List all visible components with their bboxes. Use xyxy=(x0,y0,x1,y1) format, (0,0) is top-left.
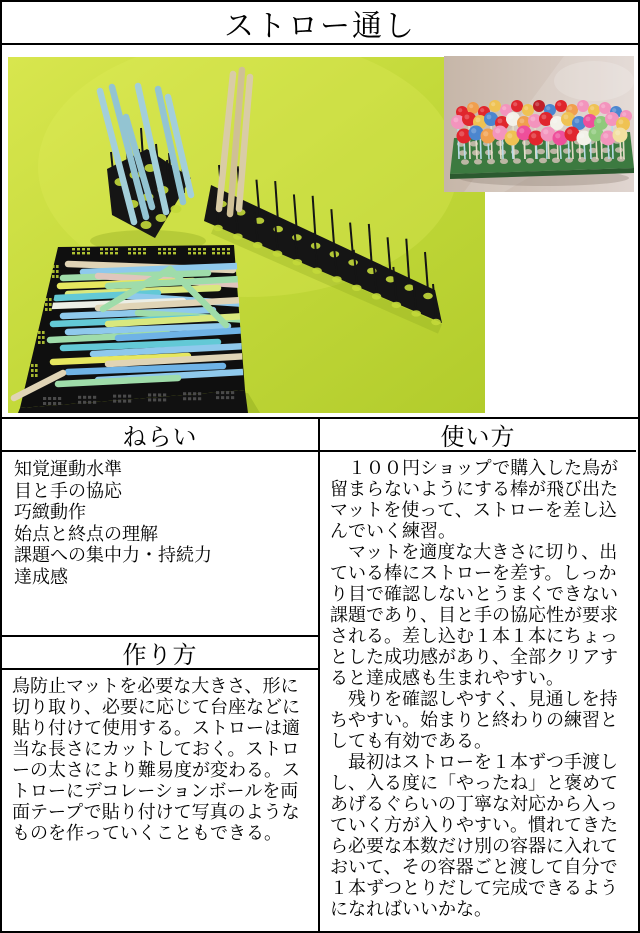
tsukurikata-title: 作り方 xyxy=(122,641,198,669)
nerai-item: 始点と終点の理解 xyxy=(14,523,158,545)
nerai-item: 課題への集中力・持続力 xyxy=(14,545,212,566)
tsukurikata-text: 鳥防止マットを必要な大きさ、形に切り取り、必要に応じて台座などに貼り付けて使用する。ストローは適当な長さにカットしておく。ストローの太さにより難易度が変わる。ストローにデコレーションボールを両面テープで貼り付けて写真のようなものを作っていくこともできる。 xyxy=(12,676,300,844)
section-header-nerai xyxy=(2,419,318,452)
tsukaikata-body xyxy=(320,452,636,933)
page-title: ストロー通し xyxy=(224,8,416,44)
photo-area xyxy=(2,45,638,417)
nerai-title: ねらい xyxy=(122,423,198,451)
nerai-item: 達成感 xyxy=(14,566,68,588)
main-photo xyxy=(8,57,485,413)
inset-photo xyxy=(444,56,634,192)
main-photo-svg xyxy=(8,57,485,413)
tsukaikata-paragraph: 最初はストローを１本ずつ手渡しし、入る度に「やったね」と褒めてあげるぐらいの丁寧な対応から入っていく方が入りやすい。慣れてきたら必要な本数だけ別の容器に入れておいて、その容器ごと渡して自分で１本ずつとりだして完成できるようになればいいかな。 xyxy=(330,752,618,920)
tsukaikata-title: 使い方 xyxy=(440,423,516,451)
tsukaikata-paragraph: 残りを確認しやすく、見通しを持ちやすい。始まりと終わりの練習としても有効である。 xyxy=(330,689,618,752)
section-header-tsukaikata xyxy=(320,419,636,452)
pompoms xyxy=(451,100,632,146)
left-column xyxy=(2,419,320,933)
tsukaikata-paragraph: マットを適度な大きさに切り、出ている棒にストローを差す。しっかり目で確認しないとうまくできない課題であり、目と手の協応性が要求される。差し込む１本１本にちょっとした成功感があり、全部クリアすると達成感も生まれやすい。 xyxy=(330,542,618,689)
page-title-bar xyxy=(2,2,638,45)
content-table xyxy=(2,417,638,933)
nerai-item: 知覚運動水準 xyxy=(14,459,122,480)
nerai-item: 目と手の協応 xyxy=(14,480,122,502)
nerai-item: 巧緻動作 xyxy=(14,502,86,523)
tsukaikata-paragraph: １００円ショップで購入した鳥が留まらないようにする棒が飛び出たマットを使って、ストローを差し込んでいく練習。 xyxy=(330,458,619,542)
tsukurikata-body xyxy=(2,670,318,933)
section-header-tsukurikata xyxy=(2,635,318,670)
right-column xyxy=(320,419,636,933)
inset-photo-svg xyxy=(444,56,634,192)
nerai-body xyxy=(2,452,318,635)
